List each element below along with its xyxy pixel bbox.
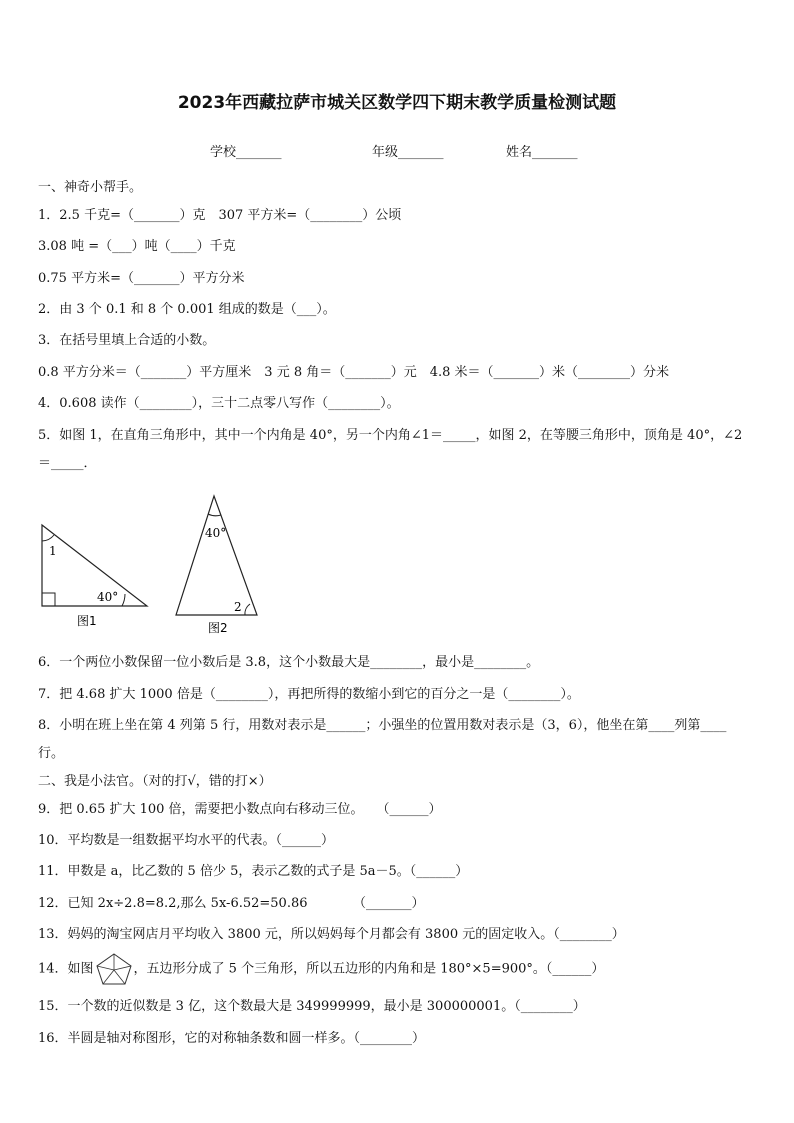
question-3: 3．在括号里填上合适的小数。	[38, 333, 216, 348]
question-2: 2．由 3 个 0.1 和 8 个 0.001 组成的数是（___）。	[38, 302, 336, 317]
page-title: 2023年西藏拉萨市城关区数学四下期末教学质量检测试题	[177, 93, 617, 113]
question-1c: 0.75 平方米=（_______）平方分米	[38, 271, 245, 286]
question-13: 13．妈妈的淘宝网店月平均收入 3800 元，所以妈妈每个月都会有 3800 元的固定收入。（________）	[38, 927, 625, 942]
question-15: 15．一个数的近似数是 3 亿，这个数最大是 349999999，最小是 300000001。（________）	[38, 999, 586, 1014]
question-14	[38, 952, 604, 987]
fig1-angle-1-label: 1	[49, 544, 57, 558]
question-9: 9．把 0.65 扩大 100 倍，需要把小数点向右移动三位。 （______）	[38, 802, 442, 817]
question-7: 7．把 4.68 扩大 1000 倍是（________），再把所得的数缩小到它的百分之一是（________）。	[38, 687, 580, 702]
fig1-angle-40-label: 40°	[97, 590, 119, 604]
section-1-heading: 一、神奇小帮手。	[38, 180, 143, 195]
figure-2-isosceles-triangle	[170, 490, 265, 640]
question-1b: 3.08 吨 =（___）吨（____）千克	[38, 239, 236, 254]
grade-field: 年级_______	[372, 145, 444, 160]
question-10: 10．平均数是一组数据平均水平的代表。（______）	[38, 833, 335, 848]
question-11: 11．甲数是 a，比乙数的 5 倍少 5，表示乙数的式子是 5a－5。（______）	[38, 864, 469, 879]
fig2-caption: 图2	[208, 621, 228, 635]
school-field: 学校_______	[210, 145, 282, 160]
question-4: 4．0.608 读作（________），三十二点零八写作（________）。	[38, 396, 400, 411]
question-14-prefix: 14．如图	[38, 961, 94, 977]
question-14-suffix: ，五边形分成了 5 个三角形，所以五边形的内角和是 180°×5=900°。（______）	[133, 961, 605, 977]
figure-1-right-triangle	[30, 515, 160, 630]
question-6: 6．一个两位小数保留一位小数后是 3.8，这个小数最大是________，最小是________。	[38, 655, 540, 670]
fig1-caption: 图1	[77, 614, 97, 628]
question-16: 16．半圆是轴对称图形，它的对称轴条数和圆一样多。（________）	[38, 1031, 426, 1046]
question-3b: 0.8 平方分米＝（_______）平方厘米 3 元 8 角＝（_______）元 4.8 米＝（_______）米（________）分米	[38, 365, 670, 380]
question-1a: 1．2.5 千克=（_______）克 307 平方米=（________）公顷	[38, 208, 402, 223]
question-8: 8．小明在班上坐在第 4 列第 5 行，用数对表示是______；小强坐的位置用数对表示是（3，6），他坐在第____列第____ 行。	[38, 718, 727, 761]
question-12: 12．已知 2x÷2.8=8.2,那么 5x-6.52=50.86 （_______）	[38, 896, 425, 911]
pentagon-icon	[94, 952, 134, 986]
question-5: 5．如图 1，在直角三角形中，其中一个内角是 40°，另一个内角∠1＝_____，如图 2，在等腰三角形中，顶角是 40°，∠2 ＝_____．	[38, 428, 743, 471]
fig2-angle-40-label: 40°	[205, 526, 227, 540]
section-2-heading: 二、我是小法官。（对的打√，错的打×）	[38, 774, 272, 789]
fig2-angle-2-label: 2	[234, 600, 242, 614]
name-field: 姓名_______	[506, 145, 578, 160]
